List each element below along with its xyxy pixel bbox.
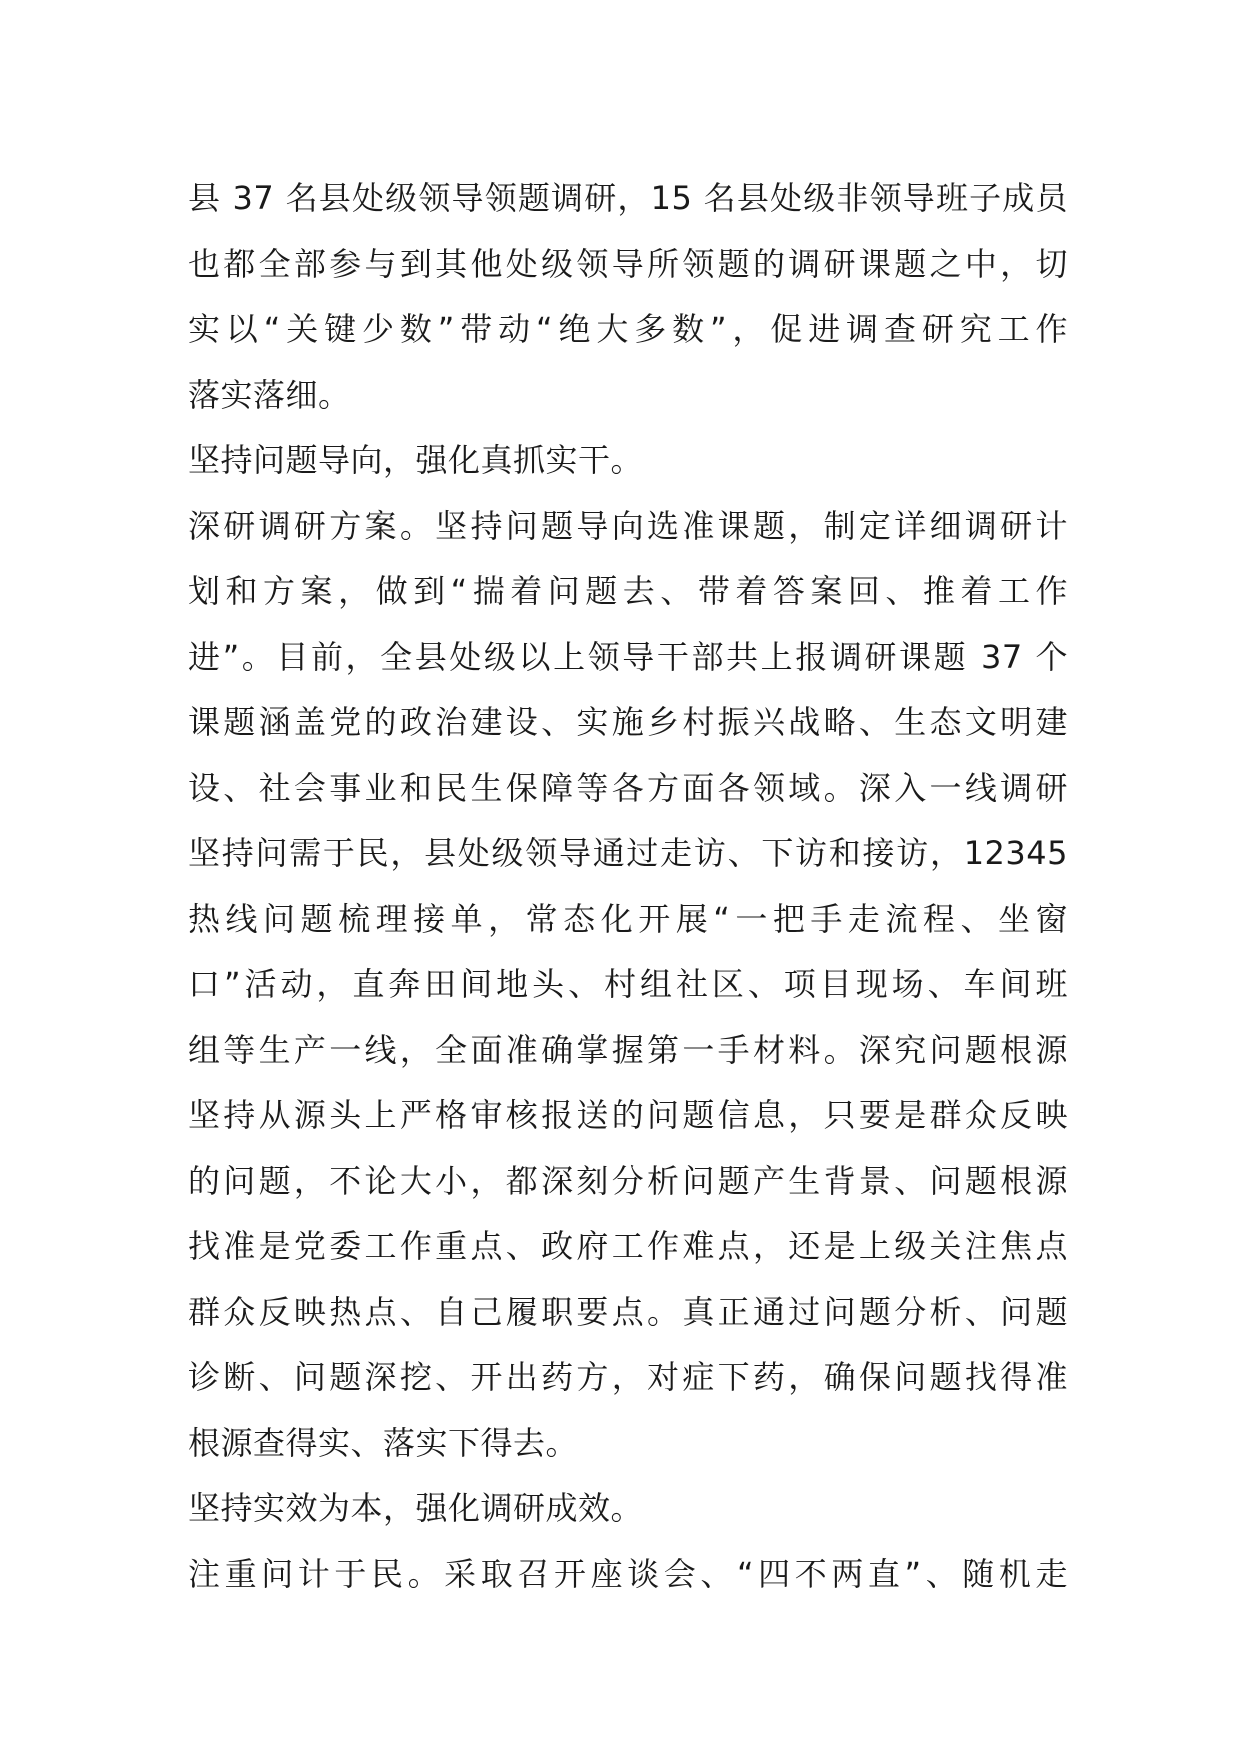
body-text <box>188 166 1068 1607</box>
text-line: 课题涵盖党的政治建设、实施乡村振兴战略、生态文明建 <box>188 703 1068 741</box>
text-line: 热线问题梳理接单，常态化开展“一把手走流程、坐窗 <box>188 899 1068 938</box>
text-line: 组等生产一线，全面准确掌握第一手材料。深究问题根源 <box>188 1030 1068 1069</box>
text-line: 诊断、问题深挖、开出药方，对症下药，确保问题找得准 <box>188 1358 1068 1396</box>
text-line: 根源查得实、落实下得去。 <box>188 1423 579 1462</box>
text-line: 实以“关键少数”带动“绝大多数”，促进调查研究工作 <box>188 310 1068 348</box>
section-heading: 坚持问题导向，强化真抓实干。 <box>188 441 644 479</box>
text-line: 深研调研方案。坚持问题导向选准课题，制定详细调研计 <box>188 506 1068 545</box>
text-line: 县 37 名县处级领导领题调研，15 名县处级非领导班子成员 <box>188 179 1068 217</box>
text-line: 口”活动，直奔田间地头、村组社区、项目现场、车间班 <box>188 965 1068 1003</box>
text-line: 也都全部参与到其他处级领导所领题的调研课题之中，切 <box>188 244 1068 283</box>
text-line: 找准是党委工作重点、政府工作难点，还是上级关注焦点 <box>188 1227 1068 1265</box>
text-line: 群众反映热点、自己履职要点。真正通过问题分析、问题 <box>188 1292 1068 1331</box>
text-line: 的问题，不论大小，都深刻分析问题产生背景、问题根源 <box>188 1161 1068 1200</box>
section-heading: 坚持实效为本，强化调研成效。 <box>188 1489 644 1527</box>
text-line: 设、社会事业和民生保障等各方面各领域。深入一线调研 <box>188 768 1068 807</box>
text-line: 落实落细。 <box>188 375 351 414</box>
text-line: 进”。目前，全县处级以上领导干部共上报调研课题 37 个 <box>188 637 1068 676</box>
text-line: 坚持问需于民，县处级领导通过走访、下访和接访，12345 <box>188 834 1068 872</box>
text-line: 坚持从源头上严格审核报送的问题信息，只要是群众反映 <box>188 1096 1068 1134</box>
text-line: 注重问计于民。采取召开座谈会、“四不两直”、随机走 <box>188 1554 1068 1593</box>
text-line: 划和方案，做到“揣着问题去、带着答案回、推着工作 <box>188 572 1068 610</box>
